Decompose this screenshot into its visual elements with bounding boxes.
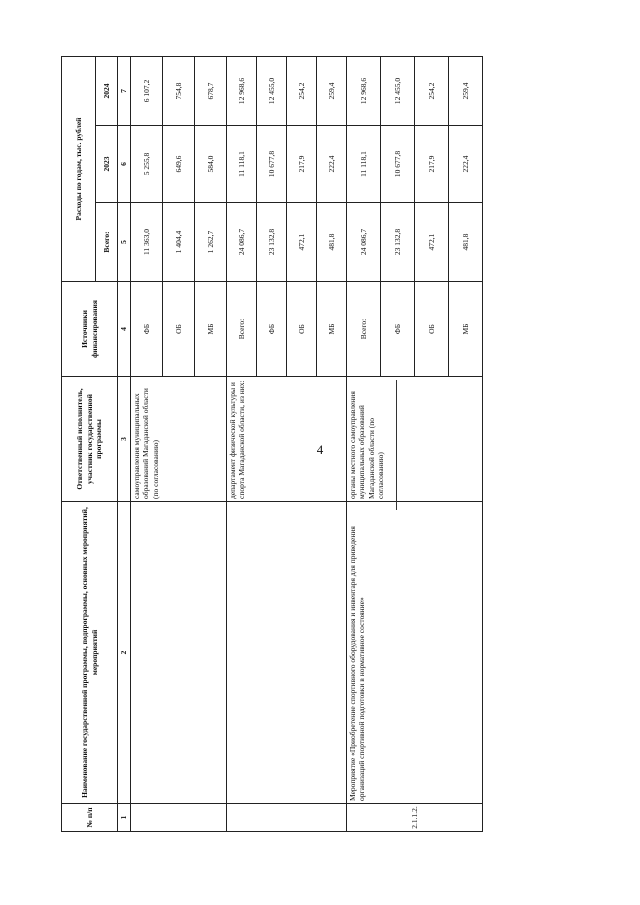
table-row xyxy=(131,57,163,832)
page-number: 4 xyxy=(316,442,324,457)
cell-total: 11 363,0 xyxy=(131,203,163,282)
cell-total: 481,8 xyxy=(317,203,347,282)
cell-source: ОБ xyxy=(415,282,449,377)
cell-source: ФБ xyxy=(131,282,163,377)
header-total: Всего: xyxy=(96,203,118,282)
cell-2023: 222,4 xyxy=(449,126,483,203)
cell-num: 2.1.1.2. xyxy=(347,804,483,832)
cell-total: 481,8 xyxy=(449,203,483,282)
cell-source: МБ xyxy=(195,282,227,377)
cell-2023: 222,4 xyxy=(317,126,347,203)
cell-source: МБ xyxy=(317,282,347,377)
header-num: № п/п xyxy=(62,804,118,832)
cell-2024: 12 455,0 xyxy=(257,57,287,126)
budget-table-rotated xyxy=(61,57,470,832)
cell-2023: 11 118,1 xyxy=(347,126,381,203)
header-2024: 2024 xyxy=(96,57,118,126)
colnum-3: 3 xyxy=(118,377,131,502)
cell-2023: 5 255,8 xyxy=(131,126,163,203)
colnum-2: 2 xyxy=(118,502,131,804)
colnum-7: 7 xyxy=(118,57,131,126)
cell-total: 23 132,8 xyxy=(257,203,287,282)
cell-2024: 259,4 xyxy=(449,57,483,126)
cell-2023: 10 677,8 xyxy=(381,126,415,203)
cell-num xyxy=(227,804,347,832)
cell-2024: 12 455,0 xyxy=(381,57,415,126)
header-expenses: Расходы по годам, тыс. рублей xyxy=(62,57,96,282)
cell-source: ФБ xyxy=(257,282,287,377)
cell-total: 24 086,7 xyxy=(227,203,257,282)
cell-source: ОБ xyxy=(163,282,195,377)
cell-2024: 678,7 xyxy=(195,57,227,126)
budget-table xyxy=(61,56,483,832)
cell-2023: 217,9 xyxy=(415,126,449,203)
cell-2023: 649,6 xyxy=(163,126,195,203)
header-source: Источники финансирования xyxy=(62,282,118,377)
cell-num xyxy=(131,804,227,832)
cell-name xyxy=(227,502,347,804)
cell-2023: 217,9 xyxy=(287,126,317,203)
cell-2024: 254,2 xyxy=(415,57,449,126)
cell-source: ОБ xyxy=(287,282,317,377)
cell-total: 23 132,8 xyxy=(381,203,415,282)
cell-2023: 10 677,8 xyxy=(257,126,287,203)
cell-name: Мероприятие «Приобретение спортивного оборудования и инвентаря для приведения организаций спортивной подготовки в нормативное состояние» xyxy=(347,502,483,804)
cell-total: 1 404,4 xyxy=(163,203,195,282)
cell-total: 24 086,7 xyxy=(347,203,381,282)
cell-2024: 754,8 xyxy=(163,57,195,126)
colnum-4: 4 xyxy=(118,282,131,377)
colnum-1: 1 xyxy=(118,804,131,832)
cell-2024: 254,2 xyxy=(287,57,317,126)
cell-2023: 11 118,1 xyxy=(227,126,257,203)
cell-2024: 12 968,6 xyxy=(347,57,381,126)
cell-executor: департамент физической культуры и спорта Магаданской области, из них: xyxy=(227,377,347,502)
column-number-row xyxy=(118,57,131,832)
colnum-5: 5 xyxy=(118,203,131,282)
table-row xyxy=(227,57,257,832)
closing-rule-line xyxy=(396,380,397,510)
cell-total: 1 262,7 xyxy=(195,203,227,282)
cell-2024: 6 107,2 xyxy=(131,57,163,126)
cell-name xyxy=(131,502,227,804)
header-2023: 2023 xyxy=(96,126,118,203)
cell-2024: 12 968,6 xyxy=(227,57,257,126)
header-executor: Ответственный исполнитель, участник государственной программы xyxy=(62,377,118,502)
cell-executor: самоуправления муниципальных образований Магаданской области (по согласованию) xyxy=(131,377,227,502)
colnum-6: 6 xyxy=(118,126,131,203)
header-name: Наименование государственной программы, подпрограммы, основных мероприятий, мероприятий xyxy=(62,502,118,804)
table-row xyxy=(347,57,381,832)
cell-source: ФБ xyxy=(381,282,415,377)
cell-source: Всего: xyxy=(347,282,381,377)
cell-total: 472,1 xyxy=(415,203,449,282)
cell-total: 472,1 xyxy=(287,203,317,282)
cell-source: МБ xyxy=(449,282,483,377)
header-row-1 xyxy=(62,57,96,832)
cell-executor: органы местного самоуправления муниципальных образований Магаданской области (по согласованию) xyxy=(347,377,483,502)
cell-source: Всего: xyxy=(227,282,257,377)
cell-2024: 259,4 xyxy=(317,57,347,126)
cell-2023: 584,0 xyxy=(195,126,227,203)
